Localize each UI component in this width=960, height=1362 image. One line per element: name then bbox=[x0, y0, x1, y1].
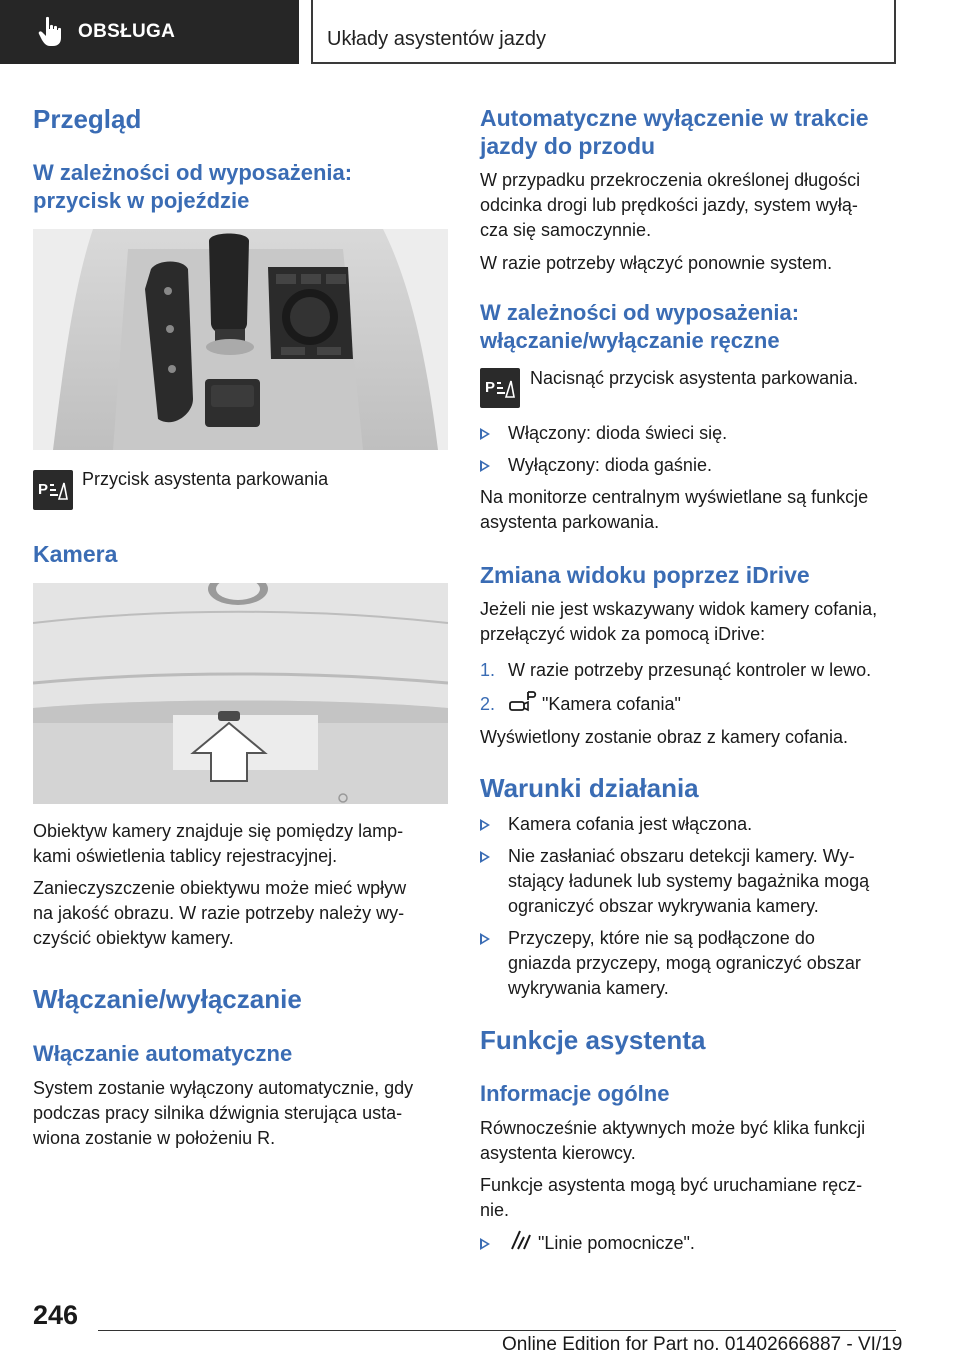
p-nacisnac: Nacisnąć przycisk asystenta parkowania. bbox=[530, 368, 859, 388]
p-obiektyw-line2: kami oświetlenia tablicy rejestracyjnej. bbox=[33, 846, 338, 866]
p-zanieczyszczenie-line1: Zanieczyszczenie obiektywu może mieć wpływ bbox=[33, 878, 407, 898]
p-przekroczenie-line3: cza się samoczynnie. bbox=[480, 220, 652, 240]
heading-informacje: Informacje ogólne bbox=[480, 1081, 670, 1106]
console-photo bbox=[33, 229, 448, 450]
heading-przeglad: Przegląd bbox=[33, 104, 142, 134]
list-item-przyczepy: Przyczepy, które nie są podłączone do gniazda przyczepy, mogą ograniczyć obszar wykrywania kamery. bbox=[480, 926, 861, 1001]
bullet-triangle-icon bbox=[480, 460, 490, 472]
heading-reczne-line1: W zależności od wyposażenia: bbox=[480, 300, 800, 325]
chapter-tab-label: OBSŁUGA bbox=[78, 21, 176, 42]
step-2-number: 2. bbox=[480, 694, 496, 714]
rear-camera-icon bbox=[508, 690, 538, 716]
heading-wyposazenie-line1: W zależności od wyposażenia: bbox=[33, 160, 353, 185]
chapter-tab[interactable] bbox=[0, 0, 299, 64]
guide-lines-icon bbox=[508, 1227, 534, 1253]
heading-reczne-line2: włączanie/wyłączanie ręczne bbox=[480, 328, 780, 353]
list-item-wlaczony: Włączony: dioda świeci się. bbox=[480, 421, 727, 446]
heading-auto-wyl-line1: Automatyczne wyłączenie w trakcie bbox=[480, 105, 869, 131]
p-system-line1: System zostanie wyłączony automatycznie, gdy bbox=[33, 1078, 414, 1098]
bullet-triangle-icon bbox=[480, 933, 490, 945]
bullet-triangle-icon bbox=[480, 819, 490, 831]
heading-warunki: Warunki działania bbox=[480, 773, 699, 803]
svg-text:P: P bbox=[485, 379, 496, 396]
bullet-triangle-icon bbox=[480, 428, 490, 440]
heading-wyposazenie-line2: przycisk w pojeździe bbox=[33, 188, 250, 213]
heading-auto-wyl-line2: jazdy do przodu bbox=[480, 133, 656, 159]
heading-kamera: Kamera bbox=[33, 541, 118, 567]
rear-camera-photo bbox=[33, 583, 448, 804]
step-2-text: "Kamera cofania" bbox=[542, 694, 681, 714]
p-uruchamiane-line1: Funkcje asystenta mogą być uruchamiane ręcz‐ bbox=[480, 1175, 863, 1195]
p-jezeli-line2: przełączyć widok za pomocą iDrive: bbox=[480, 624, 766, 644]
section-header bbox=[311, 0, 896, 64]
park-assist-button-icon bbox=[33, 470, 73, 510]
bullet-triangle-icon bbox=[480, 851, 490, 863]
p-obiektyw-line1: Obiektyw kamery znajduje się pomiędzy lamp‐ bbox=[33, 821, 404, 841]
heading-zmiana-widoku: Zmiana widoku poprzez iDrive bbox=[480, 562, 810, 588]
p-rownoczesnie-line1: Równocześnie aktywnych może być klika funkcji bbox=[480, 1118, 866, 1138]
section-title: Układy asystentów jazdy bbox=[327, 28, 546, 50]
list-item-zaslaniac: Nie zasłaniać obszaru detekcji kamery. Wy‐ stający ładunek lub systemy bagażnika mogą ograniczyć obszar wykrywania kamery. bbox=[480, 844, 869, 919]
p-zanieczyszczenie-line3: czyścić obiektyw kamery. bbox=[33, 928, 234, 948]
p-jezeli-line1: Jeżeli nie jest wskazywany widok kamery cofania, bbox=[480, 599, 878, 619]
park-assist-button-icon bbox=[480, 368, 520, 408]
page-number: 246 bbox=[33, 1300, 79, 1330]
bullet-triangle-icon bbox=[480, 1238, 490, 1250]
footer-edition: Online Edition for Part no. 01402666887 - VI/19 bbox=[502, 1334, 903, 1355]
p-system-line3: wiona zostanie w położeniu R. bbox=[33, 1128, 276, 1148]
p-zanieczyszczenie-line2: na jakość obrazu. W razie potrzeby należy wy‐ bbox=[33, 903, 405, 923]
p-wlaczyc: W razie potrzeby włączyć ponownie system. bbox=[480, 253, 833, 273]
step-1-text: W razie potrzeby przesunąć kontroler w lewo. bbox=[508, 660, 872, 680]
heading-wlaczanie: Włączanie/wyłączanie bbox=[33, 984, 302, 1014]
pointing-hand-icon bbox=[38, 16, 64, 48]
p-wyswietlony: Wyświetlony zostanie obraz z kamery cofania. bbox=[480, 727, 848, 747]
li-linie-text: "Linie pomocnicze". bbox=[538, 1233, 695, 1253]
heading-funkcje: Funkcje asystenta bbox=[480, 1025, 706, 1055]
park-assist-caption: Przycisk asystenta parkowania bbox=[82, 469, 329, 489]
p-monitor-line1: Na monitorze centralnym wyświetlane są funkcje bbox=[480, 487, 869, 507]
p-przekroczenie-line2: odcinka drogi lub prędkości jazdy, system wyłą‐ bbox=[480, 195, 858, 215]
p-rownoczesnie-line2: asystenta kierowcy. bbox=[480, 1143, 636, 1163]
list-item-wylaczony: Wyłączony: dioda gaśnie. bbox=[480, 453, 712, 478]
svg-text:P: P bbox=[38, 481, 49, 498]
p-system-line2: podczas pracy silnika dźwignia sterująca usta‐ bbox=[33, 1103, 403, 1123]
footer-divider bbox=[98, 1330, 896, 1331]
p-przekroczenie-line1: W przypadku przekroczenia określonej długości bbox=[480, 170, 861, 190]
p-uruchamiane-line2: nie. bbox=[480, 1200, 510, 1220]
p-monitor-line2: asystenta parkowania. bbox=[480, 512, 660, 532]
heading-wlaczanie-automatyczne: Włączanie automatyczne bbox=[33, 1041, 293, 1066]
step-1-number: 1. bbox=[480, 660, 496, 680]
list-item-cofania: Kamera cofania jest włączona. bbox=[480, 812, 752, 837]
